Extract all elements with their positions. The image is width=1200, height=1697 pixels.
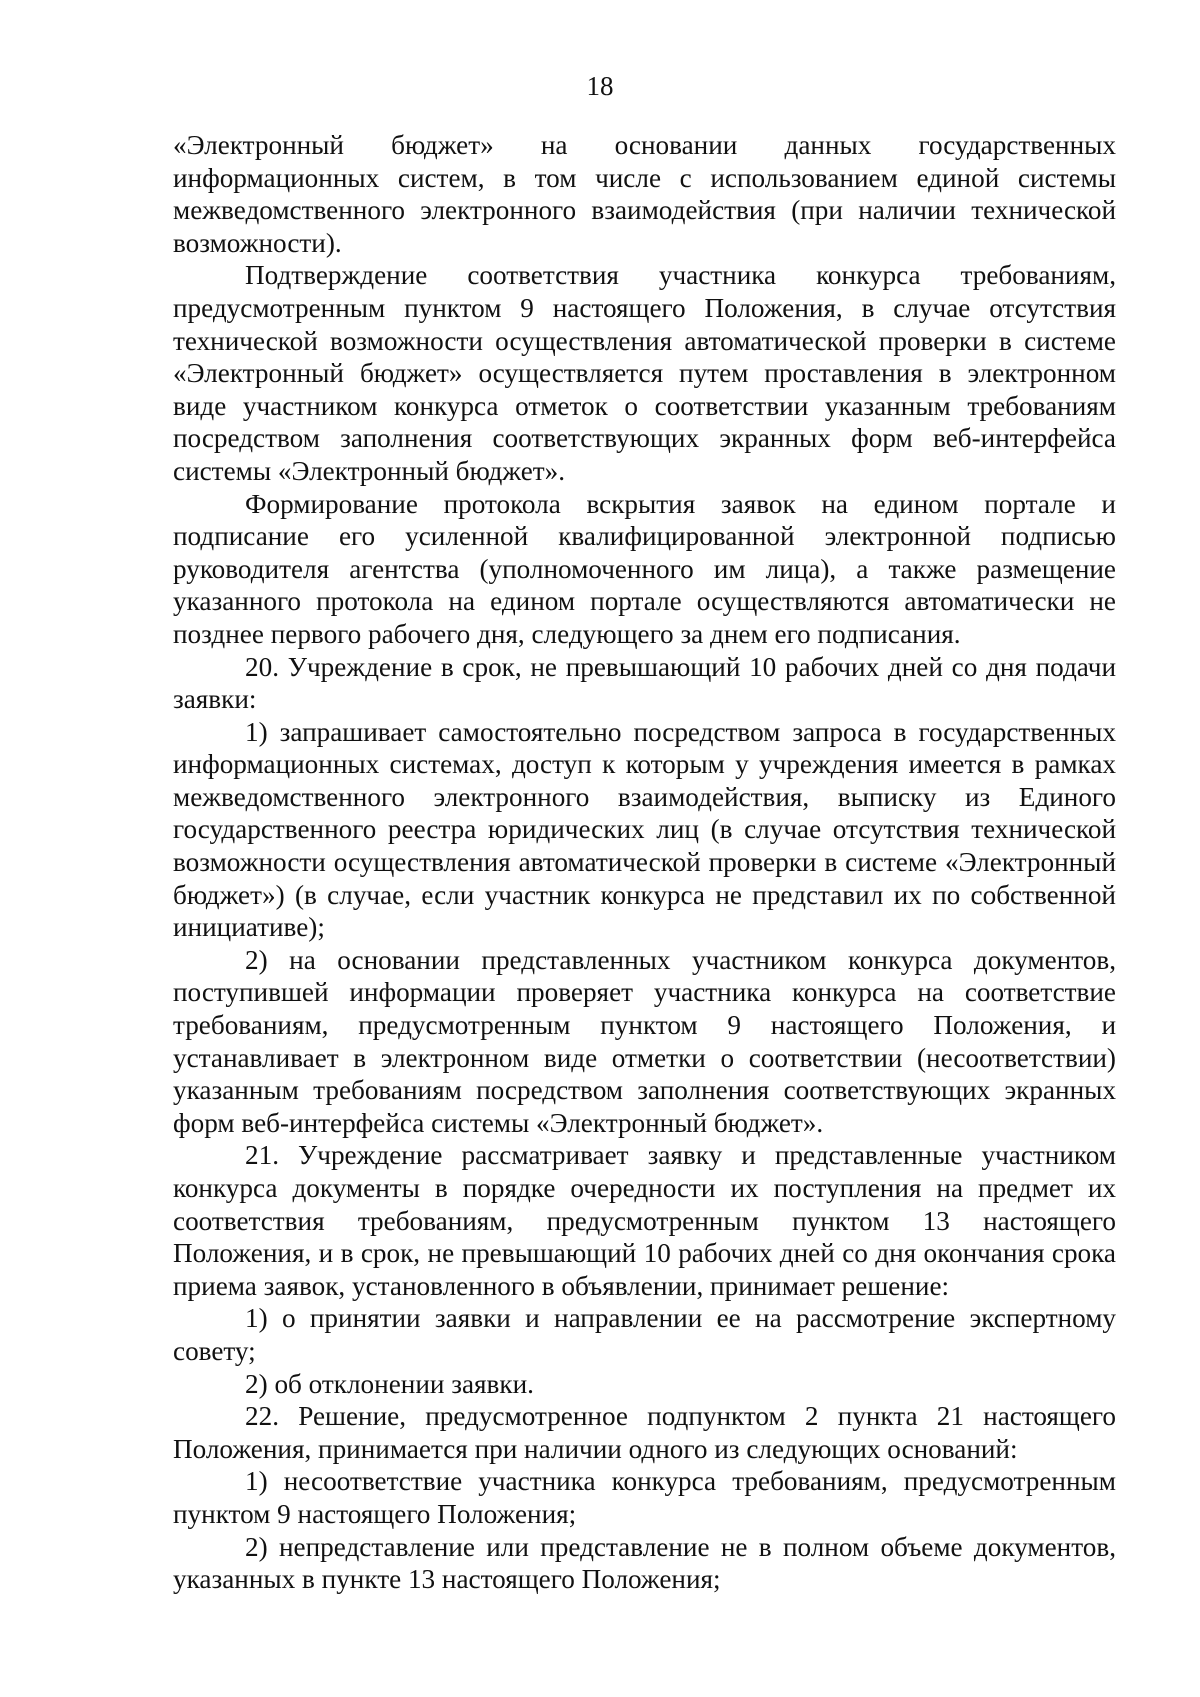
paragraph-item-21-1: 1) о принятии заявки и направлении ее на рассмотрение экспертному совету; <box>173 1303 1116 1366</box>
document-body <box>173 129 1116 1596</box>
paragraph-continuation: «Электронный бюджет» на основании данных государственных информационных систем, в том числе с использованием единой системы межведомственного электронного взаимодействия (при наличии технической возможности). <box>173 130 1116 258</box>
paragraph-item-20-1: 1) запрашивает самостоятельно посредством запроса в государственных информационных системах, доступ к которым у учреждения имеется в рамках межведомственного электронного взаимодействия, выписку из Единого государственного реестра юридических лиц (в случае отсутствия технической возможности осуществления автоматической проверки в системе «Электронный бюджет») (в случае, если участник конкурса не представил их по собственной инициативе); <box>173 716 1116 943</box>
page-number: 18 <box>586 71 614 101</box>
paragraph-item-21: 21. Учреждение рассматривает заявку и представленные участником конкурса документы в порядке очередности их поступления на предмет их соответствия требованиям, предусмотренным пунктом 13 настоящего Положения, и в срок, не превышающий 10 рабочих дней со дня окончания срока приема заявок, установленного в объявлении, принимает решение: <box>173 1140 1116 1301</box>
paragraph-protocol: Формирование протокола вскрытия заявок на едином портале и подписание его усиленной квалифицированной электронной подписью руководителя агентства (уполномоченного им лица), а также размещение указанного протокола на едином портале осуществляются автоматически не позднее первого рабочего дня, следующего за днем его подписания. <box>173 488 1116 649</box>
paragraph-item-22-1: 1) несоответствие участника конкурса требованиям, предусмотренным пунктом 9 настоящего Положения; <box>173 1466 1116 1529</box>
paragraph-item-22-2: 2) непредставление или представление не в полном объеме документов, указанных в пункте 13 настоящего Положения; <box>173 1531 1116 1595</box>
paragraph-confirmation: Подтверждение соответствия участника конкурса требованиям, предусмотренным пунктом 9 настоящего Положения, в случае отсутствия технической возможности осуществления автоматической проверки в системе «Электронный бюджет» осуществляется путем проставления в электронном виде участником конкурса отметок о соответствии указанным требованиям посредством заполнения соответствующих экранных форм веб-интерфейса системы «Электронный бюджет». <box>173 260 1116 486</box>
paragraph-item-22: 22. Решение, предусмотренное подпунктом 2 пункта 21 настоящего Положения, принимается при наличии одного из следующих оснований: <box>173 1401 1116 1464</box>
paragraph-item-20: 20. Учреждение в срок, не превышающий 10 рабочих дней со дня подачи заявки: <box>173 651 1116 715</box>
paragraph-item-21-2: 2) об отклонении заявки. <box>245 1368 534 1399</box>
paragraph-item-20-2: 2) на основании представленных участником конкурса документов, поступившей информации проверяет участника конкурса на соответствие требованиям, предусмотренным пунктом 9 настоящего Положения, и устанавливает в электронном виде отметки о соответствии (несоответствии) указанным требованиям посредством заполнения соответствующих экранных форм веб-интерфейса системы «Электронный бюджет». <box>173 944 1116 1138</box>
